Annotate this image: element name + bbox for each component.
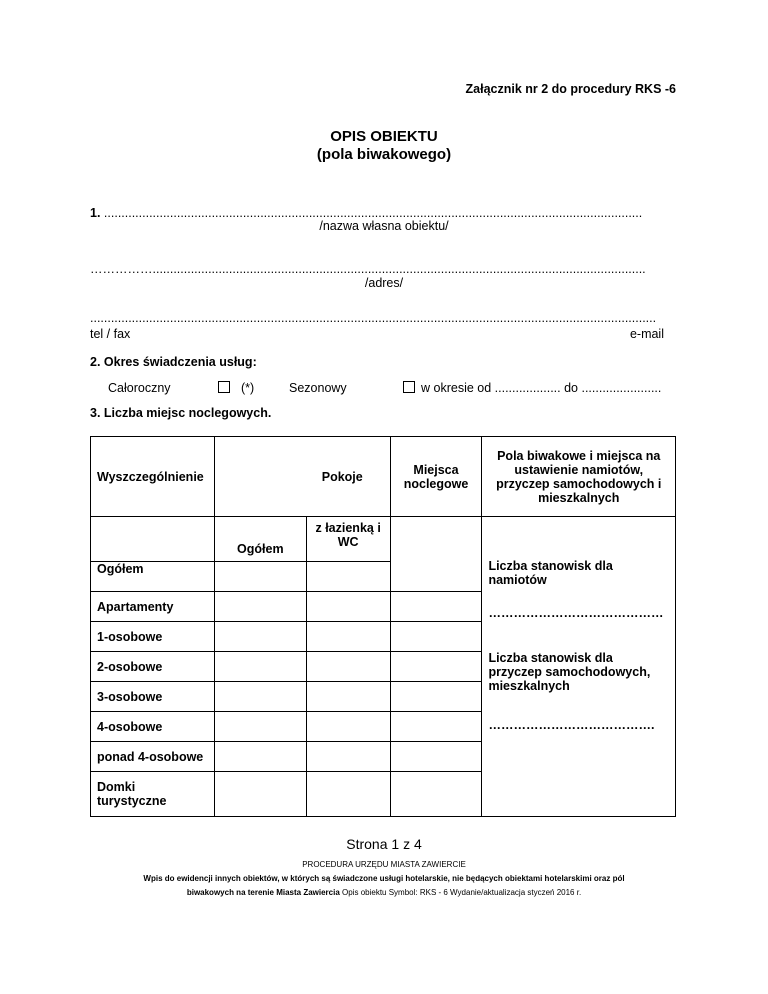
row-label-single: 1-osobowe bbox=[91, 622, 215, 652]
section3-heading: 3. Liczba miejsc noclegowych. bbox=[90, 406, 272, 420]
table-cell[interactable] bbox=[214, 562, 306, 592]
table-cell[interactable] bbox=[306, 712, 390, 742]
table-cell[interactable] bbox=[306, 562, 390, 592]
year-round-checkbox[interactable] bbox=[218, 380, 230, 394]
table-cell[interactable] bbox=[390, 682, 482, 712]
checkbox-icon bbox=[403, 381, 415, 393]
note-marker: (*) bbox=[241, 381, 255, 395]
table-cell[interactable] bbox=[306, 622, 390, 652]
table-cell[interactable] bbox=[306, 742, 390, 772]
row-label-double: 2-osobowe bbox=[91, 652, 215, 682]
table-cell[interactable] bbox=[390, 517, 482, 562]
row-label-quad: 4-osobowe bbox=[91, 712, 215, 742]
header-rooms: Pokoje bbox=[214, 437, 390, 517]
object-name-dots: ........................................................................................................................................................... bbox=[103, 206, 643, 220]
contact-field[interactable]: ................................................................................................................................................................... bbox=[90, 311, 657, 325]
table-cell[interactable] bbox=[214, 682, 306, 712]
season-period-field[interactable]: w okresie od ................... do ....................... bbox=[421, 381, 662, 395]
document-subtitle: (pola biwakowego) bbox=[316, 146, 452, 163]
seasonal-label: Sezonowy bbox=[289, 381, 347, 395]
row-label-apartments: Apartamenty bbox=[91, 592, 215, 622]
seasonal-checkbox[interactable] bbox=[403, 380, 415, 394]
header-rooms-total: Ogółem bbox=[214, 517, 306, 562]
table-cell[interactable] bbox=[390, 742, 482, 772]
section-number: 1. bbox=[90, 206, 101, 220]
table-cell[interactable] bbox=[390, 712, 482, 742]
footer-line2-rest: Opis obiektu Symbol: RKS - 6 Wydanie/aktualizacja styczeń 2016 r. bbox=[342, 888, 582, 897]
annex-label: Załącznik nr 2 do procedury RKS -6 bbox=[465, 82, 676, 96]
section2-heading: 2. Okres świadczenia usług: bbox=[90, 355, 257, 369]
header-beds: Miejsca noclegowe bbox=[390, 437, 482, 517]
tel-fax-label: tel / fax bbox=[90, 327, 131, 341]
footer-office: PROCEDURA URZĘDU MIASTA ZAWIERCIE bbox=[302, 860, 466, 869]
capacity-table bbox=[90, 436, 676, 817]
table-cell[interactable] bbox=[214, 742, 306, 772]
row-label-cabins: Domki turystyczne bbox=[91, 772, 215, 817]
table-cell[interactable] bbox=[214, 652, 306, 682]
table-cell[interactable] bbox=[390, 772, 482, 817]
checkbox-icon bbox=[218, 381, 230, 393]
trailers-label: Liczba stanowisk dla przyczep samochodowych, mieszkalnych bbox=[488, 651, 651, 693]
table-cell[interactable] bbox=[306, 682, 390, 712]
table-cell[interactable] bbox=[214, 592, 306, 622]
header-rooms-bath: z łazienką i WC bbox=[306, 517, 390, 562]
header-camping: Pola biwakowe i miejsca na ustawienie namiotów, przyczep samochodowych i mieszkalnych bbox=[482, 437, 676, 517]
object-name-label: /nazwa własna obiektu/ bbox=[319, 219, 449, 233]
table-cell[interactable] bbox=[214, 772, 306, 817]
trailers-count-field[interactable]: …………………………………. bbox=[488, 718, 655, 732]
page-number: Strona 1 z 4 bbox=[346, 836, 422, 852]
row-label-over-four: ponad 4-osobowe bbox=[91, 742, 215, 772]
tents-count-field[interactable]: …………………………………… bbox=[488, 606, 664, 620]
camping-info-cell bbox=[482, 517, 676, 817]
table-cell[interactable] bbox=[390, 652, 482, 682]
table-cell[interactable] bbox=[390, 622, 482, 652]
address-field[interactable]: …………….............................................................................................................................................. bbox=[90, 262, 646, 276]
year-round-label: Całoroczny bbox=[108, 381, 171, 395]
footer-line1: Wpis do ewidencji innych obiektów, w których są świadczone usługi hotelarskie, nie będących obiektami hotelarskimi oraz pól bbox=[143, 874, 625, 883]
document-title: OPIS OBIEKTU bbox=[330, 128, 438, 145]
table-cell[interactable] bbox=[214, 712, 306, 742]
table-cell[interactable] bbox=[306, 652, 390, 682]
row-label-triple: 3-osobowe bbox=[91, 682, 215, 712]
table-cell[interactable] bbox=[214, 622, 306, 652]
email-label: e-mail bbox=[629, 327, 664, 341]
footer-line2 bbox=[0, 888, 768, 897]
table-cell[interactable] bbox=[390, 592, 482, 622]
table-cell[interactable] bbox=[306, 592, 390, 622]
header-specification: Wyszczególnienie bbox=[91, 437, 215, 517]
table-cell[interactable] bbox=[306, 772, 390, 817]
tents-label: Liczba stanowisk dla namiotów bbox=[488, 559, 613, 587]
footer-line2-bold: biwakowych na terenie Miasta Zawiercia bbox=[186, 888, 340, 897]
address-label: /adres/ bbox=[364, 276, 404, 290]
table-cell[interactable] bbox=[390, 562, 482, 592]
row-label-total: Ogółem bbox=[91, 562, 215, 592]
object-name-field[interactable] bbox=[90, 206, 676, 220]
table-cell[interactable] bbox=[91, 517, 215, 562]
